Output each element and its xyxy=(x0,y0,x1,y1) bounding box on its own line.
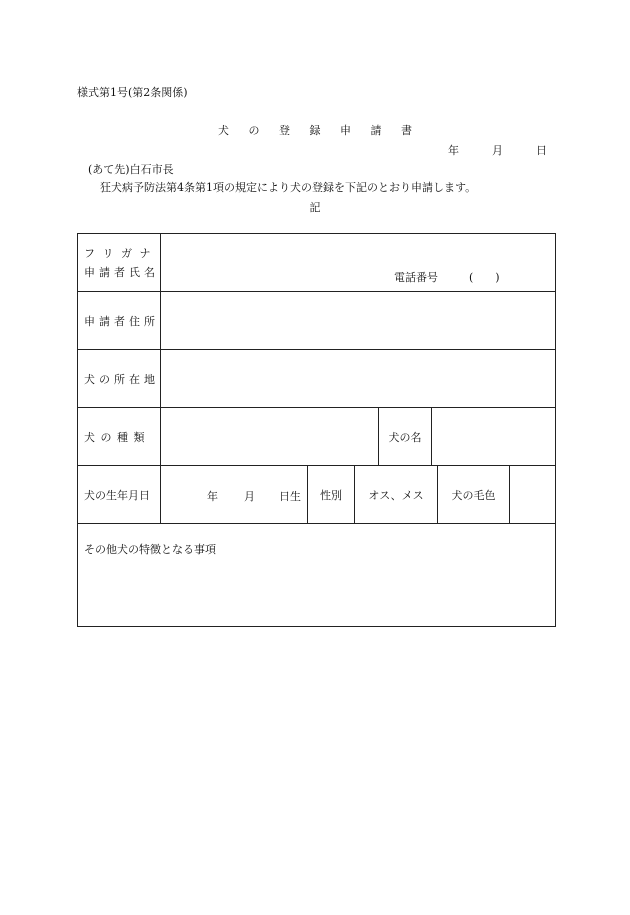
furigana-label: フ リ ガ ナ xyxy=(84,247,153,260)
sex-label-cell xyxy=(308,466,355,523)
sex-label: 性別 xyxy=(320,488,342,502)
other-features-label: その他犬の特徴となる事項 xyxy=(84,543,216,556)
applicant-address-label-cell xyxy=(78,292,161,349)
birthdate-field[interactable] xyxy=(161,466,308,523)
dog-breed-label-cell xyxy=(78,408,161,465)
date-month[interactable]: 月 xyxy=(492,144,503,157)
dog-breed-field[interactable] xyxy=(161,408,379,465)
dog-location-field[interactable] xyxy=(161,350,555,407)
coat-color-field[interactable] xyxy=(510,466,555,523)
row-applicant-name xyxy=(78,234,555,292)
birth-year: 年 xyxy=(207,490,218,503)
row-dog-location xyxy=(78,350,555,408)
page-title xyxy=(0,122,630,138)
dog-name-label: 犬の名 xyxy=(388,430,422,444)
birthdate-label-cell xyxy=(78,466,161,523)
row-dog-breed xyxy=(78,408,555,466)
row-dog-birthdate xyxy=(78,466,555,524)
date-year[interactable]: 年 xyxy=(448,144,459,157)
other-features-field[interactable] xyxy=(78,524,555,626)
title-char: 申 xyxy=(340,124,351,137)
title-char: 犬 xyxy=(218,124,229,137)
birth-day: 日生 xyxy=(279,490,301,503)
title-char: の xyxy=(248,124,260,137)
form-number: 様式第1号(第2条関係) xyxy=(77,86,188,99)
applicant-name-label: 申請者氏名 xyxy=(84,266,159,279)
title-char: 録 xyxy=(309,124,321,137)
birthdate-label: 犬の生年月日 xyxy=(84,488,150,502)
dog-name-label-cell xyxy=(379,408,432,465)
coat-color-label-cell xyxy=(438,466,510,523)
ki-marker: 記 xyxy=(309,201,321,214)
sex-options[interactable]: オス、メス xyxy=(368,488,424,502)
row-applicant-address xyxy=(78,292,555,350)
applicant-name-label-cell xyxy=(78,234,161,291)
phone-field[interactable]: ( ) xyxy=(469,271,500,284)
date-day[interactable]: 日 xyxy=(536,144,547,157)
title-char: 登 xyxy=(279,124,290,137)
applicant-address-label: 申請者住所 xyxy=(84,314,159,328)
addressee: (あて先)白石市長 xyxy=(88,163,174,176)
sex-options-cell[interactable] xyxy=(355,466,438,523)
applicant-name-field[interactable] xyxy=(161,234,555,291)
title-char: 請 xyxy=(370,124,382,137)
applicant-address-field[interactable] xyxy=(161,292,555,349)
coat-color-label: 犬の毛色 xyxy=(451,488,496,502)
registration-table xyxy=(77,233,556,627)
birth-month: 月 xyxy=(244,490,255,503)
dog-location-label: 犬の所在地 xyxy=(84,372,159,386)
phone-label: 電話番号 xyxy=(394,271,438,284)
title-char: 書 xyxy=(401,124,412,137)
row-other-features xyxy=(78,524,555,626)
request-text: 狂犬病予防法第4条第1項の規定により犬の登録を下記のとおり申請します。 xyxy=(100,181,477,194)
dog-name-field[interactable] xyxy=(432,408,555,465)
dog-location-label-cell xyxy=(78,350,161,407)
dog-breed-label: 犬 の 種 類 xyxy=(84,430,146,444)
date-line xyxy=(448,142,547,158)
